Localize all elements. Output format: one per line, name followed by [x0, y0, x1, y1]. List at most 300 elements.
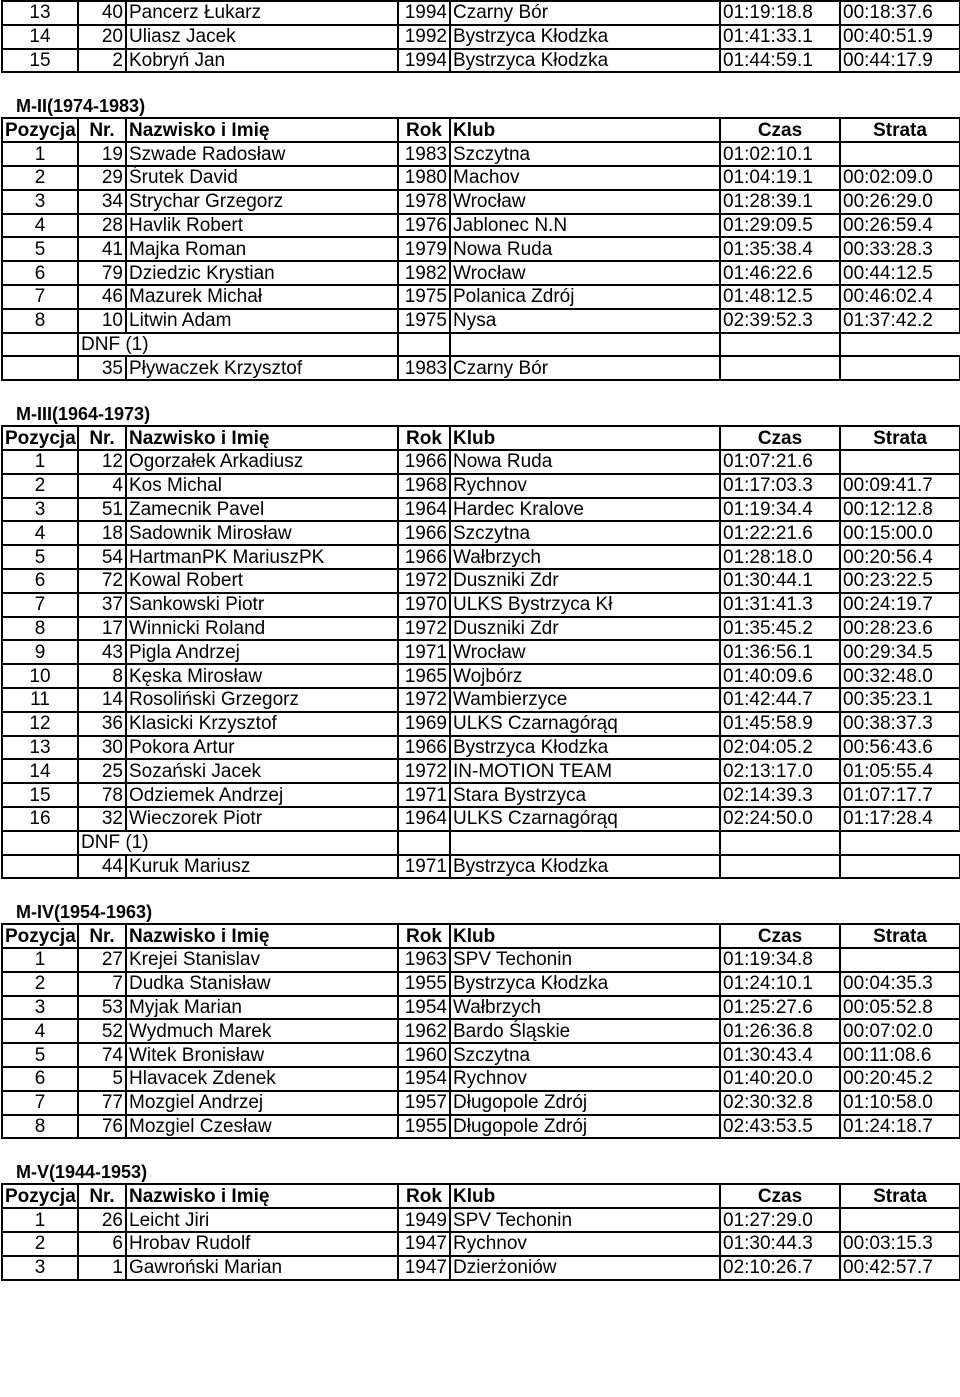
club-cell: Czarny Bór — [450, 356, 720, 380]
header-klub: Klub — [450, 924, 720, 948]
time-cell: 02:39:52.3 — [720, 309, 840, 333]
birth-year-cell: 1957 — [398, 1091, 450, 1115]
position-cell: 5 — [2, 545, 78, 569]
header-klub: Klub — [450, 426, 720, 450]
athlete-name-cell: Mozgiel Czesław — [126, 1115, 398, 1139]
header-name: Nazwisko i Imię — [126, 426, 398, 450]
table-row — [2, 593, 960, 617]
birth-year-cell: 1965 — [398, 664, 450, 688]
bib-number-cell: 40 — [78, 1, 126, 25]
athlete-name-cell: Kobryń Jan — [126, 49, 398, 73]
position-cell: 3 — [2, 498, 78, 522]
bib-number-cell: 1 — [78, 1256, 126, 1280]
club-cell: Wałbrzych — [450, 996, 720, 1020]
club-cell: Bystrzyca Kłodzka — [450, 855, 720, 879]
table-row — [2, 1208, 960, 1232]
bib-number-cell: 44 — [78, 855, 126, 879]
gap-cell: 00:29:34.5 — [840, 640, 960, 664]
gap-cell: 00:42:57.7 — [840, 1256, 960, 1280]
athlete-name-cell: Kowal Robert — [126, 569, 398, 593]
results-table — [1, 117, 960, 381]
gap-cell: 00:15:00.0 — [840, 521, 960, 545]
table-row — [2, 237, 960, 261]
athlete-name-cell: Klasicki Krzysztof — [126, 712, 398, 736]
table-row — [2, 1043, 960, 1067]
club-cell: SPV Techonin — [450, 948, 720, 972]
athlete-name-cell: HartmanPK MariuszPK — [126, 545, 398, 569]
athlete-name-cell: Pancerz Łukarz — [126, 1, 398, 25]
dnf-row — [2, 831, 960, 855]
position-cell: 3 — [2, 1256, 78, 1280]
athlete-name-cell: Wieczorek Piotr — [126, 807, 398, 831]
time-cell: 01:40:09.6 — [720, 664, 840, 688]
position-cell: 2 — [2, 972, 78, 996]
category-title: M-IV(1954-1963) — [16, 902, 153, 923]
birth-year-cell: 1947 — [398, 1232, 450, 1256]
bib-number-cell: 6 — [78, 1232, 126, 1256]
time-cell: 01:26:36.8 — [720, 1019, 840, 1043]
table-row — [2, 1, 960, 25]
athlete-name-cell: Havlik Robert — [126, 214, 398, 238]
bib-number-cell: 32 — [78, 807, 126, 831]
time-cell: 02:30:32.8 — [720, 1091, 840, 1115]
header-rok: Rok — [398, 118, 450, 142]
athlete-name-cell: Winnicki Roland — [126, 617, 398, 641]
time-cell: 01:27:29.0 — [720, 1208, 840, 1232]
table-row — [2, 1115, 960, 1139]
time-cell: 01:19:34.4 — [720, 498, 840, 522]
bib-number-cell: 53 — [78, 996, 126, 1020]
club-cell: Bystrzyca Kłodzka — [450, 25, 720, 49]
birth-year-cell: 1970 — [398, 593, 450, 617]
bib-number-cell: 4 — [78, 474, 126, 498]
table-row — [2, 972, 960, 996]
club-cell: Machov — [450, 166, 720, 190]
gap-cell: 00:02:09.0 — [840, 166, 960, 190]
dnf-label: DNF (1) — [78, 333, 398, 357]
gap-cell — [840, 855, 960, 879]
header-nr: Nr. — [78, 118, 126, 142]
athlete-name-cell: Uliasz Jacek — [126, 25, 398, 49]
position-cell: 7 — [2, 1091, 78, 1115]
header-rok: Rok — [398, 1184, 450, 1208]
table-row — [2, 807, 960, 831]
position-cell: 6 — [2, 261, 78, 285]
dnf-empty-cell — [2, 831, 78, 855]
birth-year-cell: 1983 — [398, 142, 450, 166]
table-row — [2, 1256, 960, 1280]
table-header-row — [2, 1184, 960, 1208]
time-cell: 01:45:58.9 — [720, 712, 840, 736]
category-title: M-III(1964-1973) — [16, 404, 151, 425]
position-cell: 6 — [2, 1067, 78, 1091]
club-cell: ULKS Czarnagórąq — [450, 807, 720, 831]
time-cell: 01:04:19.1 — [720, 166, 840, 190]
header-czas: Czas — [720, 426, 840, 450]
table-row — [2, 569, 960, 593]
athlete-name-cell: Litwin Adam — [126, 309, 398, 333]
position-cell: 12 — [2, 712, 78, 736]
gap-cell: 00:23:22.5 — [840, 569, 960, 593]
birth-year-cell: 1966 — [398, 450, 450, 474]
birth-year-cell: 1976 — [398, 214, 450, 238]
table-row — [2, 688, 960, 712]
section-spacer — [0, 879, 960, 902]
athlete-name-cell: Myjak Marian — [126, 996, 398, 1020]
athlete-name-cell: Pływaczek Krzysztof — [126, 356, 398, 380]
gap-cell: 00:56:43.6 — [840, 736, 960, 760]
position-cell: 16 — [2, 807, 78, 831]
club-cell: Wambierzyce — [450, 688, 720, 712]
birth-year-cell: 1979 — [398, 237, 450, 261]
athlete-name-cell: Śrutek David — [126, 166, 398, 190]
time-cell: 01:30:43.4 — [720, 1043, 840, 1067]
gap-cell: 00:26:59.4 — [840, 214, 960, 238]
club-cell: Duszniki Zdr — [450, 569, 720, 593]
header-pozycja: Pozycja — [2, 426, 78, 450]
time-cell: 01:40:20.0 — [720, 1067, 840, 1091]
athlete-name-cell: Rosoliński Grzegorz — [126, 688, 398, 712]
athlete-name-cell: Leicht Jiri — [126, 1208, 398, 1232]
athlete-name-cell: Pokora Artur — [126, 736, 398, 760]
table-row — [2, 783, 960, 807]
time-cell: 01:19:18.8 — [720, 1, 840, 25]
table-row — [2, 736, 960, 760]
gap-cell: 00:11:08.6 — [840, 1043, 960, 1067]
header-strata: Strata — [840, 426, 960, 450]
birth-year-cell: 1966 — [398, 545, 450, 569]
header-klub: Klub — [450, 1184, 720, 1208]
time-cell: 01:31:41.3 — [720, 593, 840, 617]
position-cell: 15 — [2, 783, 78, 807]
birth-year-cell: 1968 — [398, 474, 450, 498]
section-spacer — [0, 1139, 960, 1162]
gap-cell: 00:18:37.6 — [840, 1, 960, 25]
athlete-name-cell: Mozgiel Andrzej — [126, 1091, 398, 1115]
position-cell: 4 — [2, 214, 78, 238]
club-cell: Wrocław — [450, 190, 720, 214]
bib-number-cell: 12 — [78, 450, 126, 474]
dnf-empty-cell — [450, 831, 720, 855]
athlete-name-cell: Kuruk Mariusz — [126, 855, 398, 879]
birth-year-cell: 1954 — [398, 996, 450, 1020]
position-cell: 14 — [2, 25, 78, 49]
time-cell: 01:19:34.8 — [720, 948, 840, 972]
club-cell: Bystrzyca Kłodzka — [450, 736, 720, 760]
table-row — [2, 142, 960, 166]
position-cell: 4 — [2, 521, 78, 545]
table-row — [2, 285, 960, 309]
birth-year-cell: 1980 — [398, 166, 450, 190]
header-klub: Klub — [450, 118, 720, 142]
bib-number-cell: 19 — [78, 142, 126, 166]
table-row — [2, 356, 960, 380]
bib-number-cell: 74 — [78, 1043, 126, 1067]
position-cell: 8 — [2, 1115, 78, 1139]
athlete-name-cell: Witek Bronisław — [126, 1043, 398, 1067]
athlete-name-cell: Hlavacek Zdenek — [126, 1067, 398, 1091]
position-cell: 8 — [2, 309, 78, 333]
club-cell: Nowa Ruda — [450, 450, 720, 474]
club-cell: Dzierżoniów — [450, 1256, 720, 1280]
results-table — [1, 923, 960, 1139]
gap-cell: 01:05:55.4 — [840, 759, 960, 783]
table-row — [2, 617, 960, 641]
club-cell: Wrocław — [450, 261, 720, 285]
birth-year-cell: 1972 — [398, 759, 450, 783]
position-cell: 13 — [2, 736, 78, 760]
time-cell: 01:22:21.6 — [720, 521, 840, 545]
table-row — [2, 214, 960, 238]
time-cell: 02:24:50.0 — [720, 807, 840, 831]
bib-number-cell: 17 — [78, 617, 126, 641]
position-cell: 1 — [2, 1208, 78, 1232]
table-row — [2, 1091, 960, 1115]
position-cell: 2 — [2, 1232, 78, 1256]
table-row — [2, 640, 960, 664]
gap-cell: 00:28:23.6 — [840, 617, 960, 641]
birth-year-cell: 1949 — [398, 1208, 450, 1232]
header-strata: Strata — [840, 924, 960, 948]
gap-cell: 00:04:35.3 — [840, 972, 960, 996]
club-cell: Długopole Zdrój — [450, 1115, 720, 1139]
header-rok: Rok — [398, 426, 450, 450]
athlete-name-cell: Sozański Jacek — [126, 759, 398, 783]
gap-cell: 00:35:23.1 — [840, 688, 960, 712]
table-row — [2, 25, 960, 49]
position-cell: 8 — [2, 617, 78, 641]
bib-number-cell: 10 — [78, 309, 126, 333]
bib-number-cell: 29 — [78, 166, 126, 190]
time-cell: 01:41:33.1 — [720, 25, 840, 49]
bib-number-cell: 76 — [78, 1115, 126, 1139]
table-row — [2, 190, 960, 214]
club-cell: Hardec Kralove — [450, 498, 720, 522]
position-cell: 9 — [2, 640, 78, 664]
time-cell: 01:25:27.6 — [720, 996, 840, 1020]
time-cell: 02:14:39.3 — [720, 783, 840, 807]
athlete-name-cell: Kęska Mirosław — [126, 664, 398, 688]
club-cell: Wrocław — [450, 640, 720, 664]
position-cell: 5 — [2, 1043, 78, 1067]
birth-year-cell: 1978 — [398, 190, 450, 214]
time-cell: 02:13:17.0 — [720, 759, 840, 783]
club-cell: SPV Techonin — [450, 1208, 720, 1232]
bib-number-cell: 52 — [78, 1019, 126, 1043]
header-czas: Czas — [720, 924, 840, 948]
gap-cell — [840, 1208, 960, 1232]
birth-year-cell: 1975 — [398, 285, 450, 309]
club-cell: ULKS Bystrzyca Kł — [450, 593, 720, 617]
club-cell: Nowa Ruda — [450, 237, 720, 261]
time-cell: 01:29:09.5 — [720, 214, 840, 238]
gap-cell: 00:33:28.3 — [840, 237, 960, 261]
header-nr: Nr. — [78, 1184, 126, 1208]
gap-cell: 00:40:51.9 — [840, 25, 960, 49]
position-cell: 3 — [2, 996, 78, 1020]
table-row — [2, 474, 960, 498]
position-cell: 2 — [2, 474, 78, 498]
club-cell: Bystrzyca Kłodzka — [450, 49, 720, 73]
position-cell: 7 — [2, 593, 78, 617]
gap-cell: 00:44:17.9 — [840, 49, 960, 73]
time-cell: 01:02:10.1 — [720, 142, 840, 166]
results-table — [1, 425, 960, 879]
bib-number-cell: 20 — [78, 25, 126, 49]
birth-year-cell: 1972 — [398, 569, 450, 593]
club-cell: ULKS Czarnagórąq — [450, 712, 720, 736]
table-row — [2, 759, 960, 783]
time-cell: 01:44:59.1 — [720, 49, 840, 73]
gap-cell — [840, 450, 960, 474]
table-row — [2, 1067, 960, 1091]
header-name: Nazwisko i Imię — [126, 924, 398, 948]
table-row — [2, 545, 960, 569]
gap-cell: 00:38:37.3 — [840, 712, 960, 736]
athlete-name-cell: Zamecnik Pavel — [126, 498, 398, 522]
position-cell: 2 — [2, 166, 78, 190]
birth-year-cell: 1962 — [398, 1019, 450, 1043]
athlete-name-cell: Kos Michal — [126, 474, 398, 498]
birth-year-cell: 1971 — [398, 855, 450, 879]
gap-cell: 01:37:42.2 — [840, 309, 960, 333]
athlete-name-cell: Hrobav Rudolf — [126, 1232, 398, 1256]
gap-cell: 01:24:18.7 — [840, 1115, 960, 1139]
time-cell: 01:28:39.1 — [720, 190, 840, 214]
time-cell: 01:35:45.2 — [720, 617, 840, 641]
position-cell: 10 — [2, 664, 78, 688]
header-name: Nazwisko i Imię — [126, 1184, 398, 1208]
dnf-label: DNF (1) — [78, 831, 398, 855]
birth-year-cell: 1982 — [398, 261, 450, 285]
athlete-name-cell: Wydmuch Marek — [126, 1019, 398, 1043]
time-cell — [720, 356, 840, 380]
bib-number-cell: 7 — [78, 972, 126, 996]
bib-number-cell: 79 — [78, 261, 126, 285]
bib-number-cell: 43 — [78, 640, 126, 664]
bib-number-cell: 54 — [78, 545, 126, 569]
header-strata: Strata — [840, 1184, 960, 1208]
gap-cell: 00:05:52.8 — [840, 996, 960, 1020]
gap-cell: 00:12:12.8 — [840, 498, 960, 522]
table-row — [2, 1232, 960, 1256]
birth-year-cell: 1975 — [398, 309, 450, 333]
athlete-name-cell: Dziedzic Krystian — [126, 261, 398, 285]
athlete-name-cell: Dudka Stanisław — [126, 972, 398, 996]
gap-cell: 01:10:58.0 — [840, 1091, 960, 1115]
table-row — [2, 166, 960, 190]
time-cell: 01:42:44.7 — [720, 688, 840, 712]
table-header-row — [2, 924, 960, 948]
birth-year-cell: 1964 — [398, 807, 450, 831]
dnf-empty-cell — [398, 831, 450, 855]
club-cell: Stara Bystrzyca — [450, 783, 720, 807]
bib-number-cell: 26 — [78, 1208, 126, 1232]
table-row — [2, 1019, 960, 1043]
position-cell: 13 — [2, 1, 78, 25]
table-header-row — [2, 118, 960, 142]
position-cell: 1 — [2, 450, 78, 474]
time-cell: 01:30:44.3 — [720, 1232, 840, 1256]
gap-cell: 00:26:29.0 — [840, 190, 960, 214]
birth-year-cell: 1972 — [398, 688, 450, 712]
category-title: M-II(1974-1983) — [16, 96, 146, 117]
position-cell — [2, 356, 78, 380]
time-cell: 01:30:44.1 — [720, 569, 840, 593]
birth-year-cell: 1994 — [398, 49, 450, 73]
bib-number-cell: 14 — [78, 688, 126, 712]
table-row — [2, 450, 960, 474]
results-table-continued — [1, 0, 960, 73]
club-cell: Czarny Bór — [450, 1, 720, 25]
club-cell: Szczytna — [450, 1043, 720, 1067]
bib-number-cell: 30 — [78, 736, 126, 760]
athlete-name-cell: Strychar Grzegorz — [126, 190, 398, 214]
bib-number-cell: 77 — [78, 1091, 126, 1115]
birth-year-cell: 1969 — [398, 712, 450, 736]
club-cell: Bardo Śląskie — [450, 1019, 720, 1043]
time-cell — [720, 855, 840, 879]
position-cell: 5 — [2, 237, 78, 261]
birth-year-cell: 1992 — [398, 25, 450, 49]
table-row — [2, 498, 960, 522]
athlete-name-cell: Pigla Andrzej — [126, 640, 398, 664]
club-cell: Rychnov — [450, 1232, 720, 1256]
club-cell: IN-MOTION TEAM — [450, 759, 720, 783]
table-row — [2, 49, 960, 73]
athlete-name-cell: Sadownik Mirosław — [126, 521, 398, 545]
birth-year-cell: 1960 — [398, 1043, 450, 1067]
dnf-empty-cell — [398, 333, 450, 357]
club-cell: Szczytna — [450, 142, 720, 166]
time-cell: 01:46:22.6 — [720, 261, 840, 285]
athlete-name-cell: Ogorzałek Arkadiusz — [126, 450, 398, 474]
position-cell: 15 — [2, 49, 78, 73]
header-czas: Czas — [720, 1184, 840, 1208]
bib-number-cell: 2 — [78, 49, 126, 73]
position-cell: 14 — [2, 759, 78, 783]
birth-year-cell: 1971 — [398, 783, 450, 807]
position-cell: 1 — [2, 142, 78, 166]
dnf-empty-cell — [2, 333, 78, 357]
time-cell: 01:07:21.6 — [720, 450, 840, 474]
birth-year-cell: 1971 — [398, 640, 450, 664]
bib-number-cell: 27 — [78, 948, 126, 972]
time-cell: 01:28:18.0 — [720, 545, 840, 569]
time-cell: 02:10:26.7 — [720, 1256, 840, 1280]
position-cell: 4 — [2, 1019, 78, 1043]
table-row — [2, 948, 960, 972]
bib-number-cell: 35 — [78, 356, 126, 380]
header-nr: Nr. — [78, 924, 126, 948]
bib-number-cell: 41 — [78, 237, 126, 261]
bib-number-cell: 78 — [78, 783, 126, 807]
bib-number-cell: 51 — [78, 498, 126, 522]
gap-cell — [840, 948, 960, 972]
birth-year-cell: 1954 — [398, 1067, 450, 1091]
bib-number-cell: 34 — [78, 190, 126, 214]
header-pozycja: Pozycja — [2, 1184, 78, 1208]
position-cell: 3 — [2, 190, 78, 214]
category-title: M-V(1944-1953) — [16, 1162, 148, 1183]
bib-number-cell: 18 — [78, 521, 126, 545]
bib-number-cell: 72 — [78, 569, 126, 593]
header-rok: Rok — [398, 924, 450, 948]
bib-number-cell: 5 — [78, 1067, 126, 1091]
table-row — [2, 712, 960, 736]
time-cell: 01:35:38.4 — [720, 237, 840, 261]
table-row — [2, 664, 960, 688]
